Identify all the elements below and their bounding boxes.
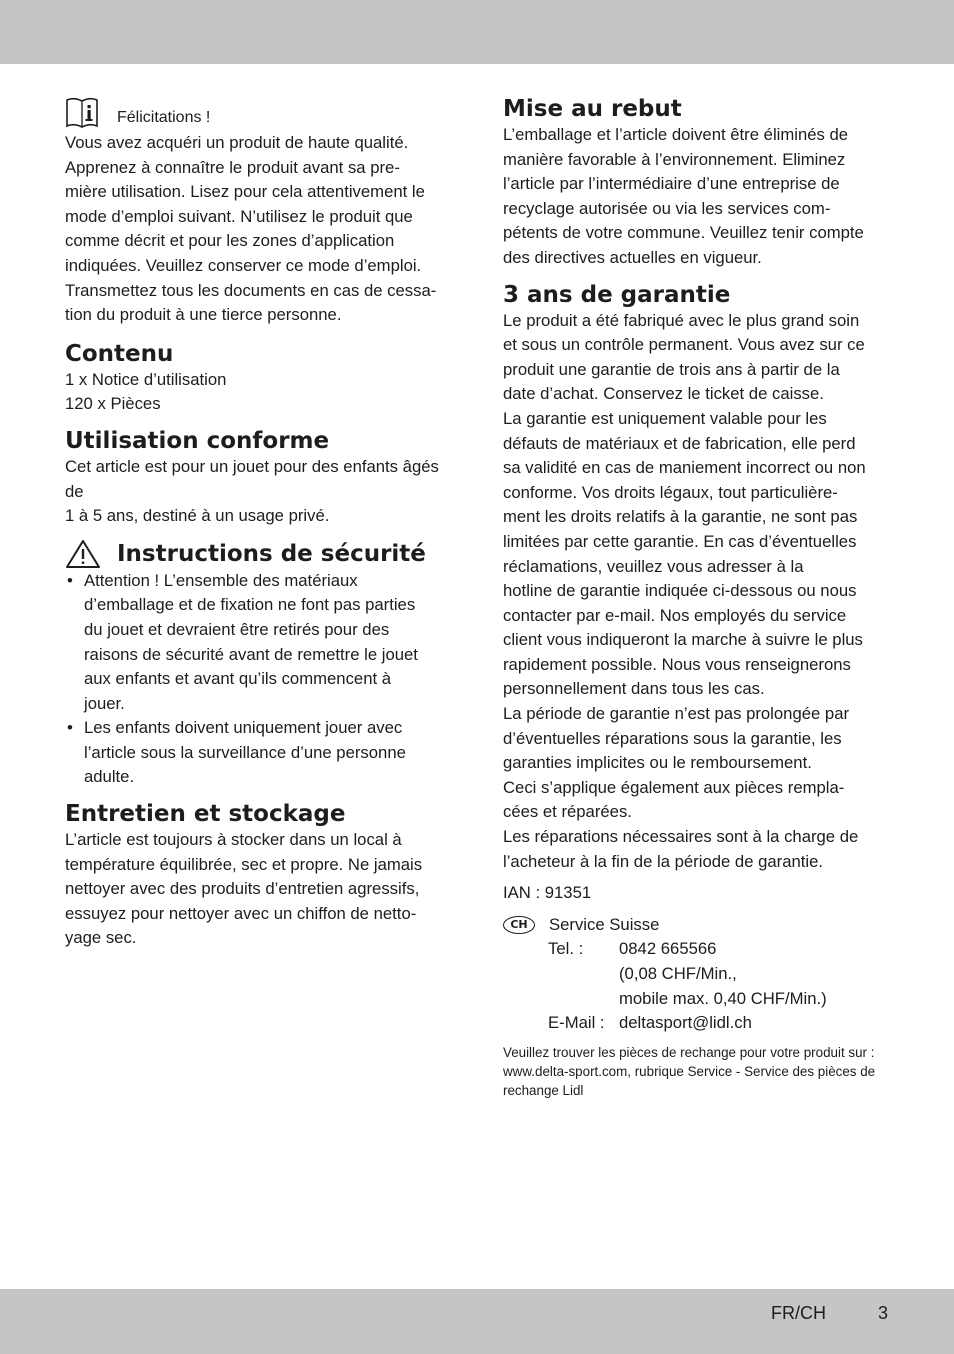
text-line: L’article est toujours à stocker dans un local à (65, 830, 402, 850)
warning-triangle-icon (65, 539, 101, 569)
utilisation-heading: Utilisation conforme (65, 427, 330, 454)
text-line: Apprenez à connaître le produit avant sa pre- (65, 157, 400, 177)
tel-note-mobile: mobile max. 0,40 CHF/Min.) (619, 988, 827, 1008)
ch-country-badge: CH (503, 916, 535, 934)
header-bar (0, 0, 954, 64)
text-line: comme décrit et pour les zones d’application (65, 231, 395, 251)
garantie-heading: 3 ans de garantie (503, 281, 731, 308)
text-line: www.delta-sport.com, rubrique Service - Service des pièces de (503, 1063, 876, 1079)
securite-header (65, 539, 460, 569)
text-line: limitées par cette garantie. En cas d’éventuelles (503, 531, 857, 551)
text-line: sa validité en cas de maniement incorrect ou non (503, 458, 866, 478)
text-line: tion du produit à une tierce personne. (65, 305, 342, 325)
text-line: ment les droits relatifs à la garantie, ne sont pas (503, 507, 858, 527)
intro-label: Félicitations ! (117, 109, 211, 126)
grid-spacer (548, 987, 619, 1012)
text-line: Transmettez tous les documents en cas de cessa- (65, 280, 437, 300)
text-line: Cet article est pour un jouet pour des enfants âgés de (65, 456, 439, 501)
spare-parts-note (503, 1043, 903, 1100)
garantie-paragraph (503, 309, 903, 875)
text-line: • Les enfants doivent uniquement jouer avec (84, 718, 403, 738)
text-line: température équilibrée, sec et propre. Ne jamais (65, 854, 423, 874)
text-line: mode d’emploi suivant. N’utilisez le produit que (65, 206, 413, 226)
text-line: La garantie est uniquement valable pour les (503, 408, 827, 428)
language-code: FR/CH (771, 1303, 826, 1323)
service-title: Service Suisse (549, 914, 660, 934)
service-header (503, 913, 903, 938)
mail-value[interactable]: deltasport@lidl.ch (619, 1013, 752, 1033)
securite-heading: Instructions de sécurité (117, 540, 426, 567)
text-line: rechange Lidl (503, 1082, 584, 1098)
text-line: nettoyer avec des produits d’entretien agressifs, (65, 879, 420, 899)
text-line: date d’achat. Conservez le ticket de caisse. (503, 384, 824, 404)
securite-list (65, 569, 460, 790)
text-line: raisons de sécurité avant de remettre le jouet (84, 644, 418, 664)
text-line: 1 x Notice d’utilisation (65, 369, 227, 389)
text-line: du jouet et devraient être retirés pour des (84, 619, 390, 639)
text-line: Les réparations nécessaires sont à la charge de (503, 827, 859, 847)
text-line: adulte. (84, 767, 135, 787)
text-line: aux enfants et avant qu’ils commencent à (84, 669, 392, 689)
text-line: essuyez pour nettoyer avec un chiffon de netto- (65, 903, 417, 923)
text-line: défauts de matériaux et de fabrication, elle perd (503, 433, 856, 453)
text-line: personnellement dans tous les cas. (503, 679, 765, 699)
text-line: L’emballage et l’article doivent être éliminés de (503, 125, 849, 144)
text-line: hotline de garantie indiquée ci-dessous ou nous (503, 581, 857, 601)
text-line: et sous un contrôle permanent. Vous avez sur ce (503, 335, 865, 355)
text-line: produit une garantie de trois ans à partir de la (503, 359, 840, 379)
grid-spacer (548, 962, 619, 987)
text-line: manière favorable à l’environnement. Eliminez (503, 149, 846, 169)
manual-info-icon (65, 97, 99, 129)
text-line: 120 x Pièces (65, 394, 161, 414)
text-line: garanties implicites ou le remboursement. (503, 753, 812, 773)
rebut-heading: Mise au rebut (503, 96, 682, 122)
intro-header (65, 95, 460, 129)
left-column (65, 95, 460, 951)
text-line: jouer. (84, 693, 125, 713)
tel-label: Tel. : (548, 939, 584, 959)
text-line: Le produit a été fabriqué avec le plus grand soin (503, 310, 860, 330)
ian-number: IAN : 91351 (503, 883, 592, 903)
text-line: Ceci s’applique également aux pièces rempla- (503, 777, 845, 797)
text-line: contacter par e-mail. Nos employés du service (503, 605, 847, 625)
list-item (65, 569, 460, 717)
service-contact (548, 937, 903, 1035)
text-line: • Attention ! L’ensemble des matériaux (84, 570, 358, 590)
entretien-heading: Entretien et stockage (65, 801, 346, 828)
text-line: cées et réparées. (503, 802, 632, 822)
mail-label: E-Mail : (548, 1013, 605, 1033)
list-item (65, 716, 460, 790)
text-line: d’éventuelles réparations sous la garantie, les (503, 728, 842, 748)
text-line: yage sec. (65, 928, 137, 948)
text-line: des directives actuelles en vigueur. (503, 247, 762, 267)
text-line: réclamations, veuillez vous adresser à la (503, 556, 804, 576)
contenu-heading: Contenu (65, 340, 174, 367)
tel-note-rate: (0,08 CHF/Min., (619, 964, 737, 983)
text-line: La période de garantie n’est pas prolongée par (503, 704, 850, 724)
text-line: indiquées. Veuillez conserver ce mode d’emploi. (65, 255, 422, 275)
intro-paragraph (65, 131, 460, 328)
text-line: recyclage autorisée ou via les services com- (503, 198, 831, 218)
text-line: Veuillez trouver les pièces de rechange pour votre produit sur : (503, 1044, 875, 1060)
text-line: pétents de votre commune. Veuillez tenir compte (503, 223, 864, 243)
text-line: mière utilisation. Lisez pour cela attentivement le (65, 182, 425, 202)
text-line: 1 à 5 ans, destiné à un usage privé. (65, 506, 330, 526)
text-line: l’article par l’intermédiaire d’une entreprise de (503, 174, 840, 194)
text-line: d’emballage et de fixation ne font pas parties (84, 595, 416, 615)
text-line: l’article sous la surveillance d’une personne (84, 742, 406, 762)
text-line: conforme. Vos droits légaux, tout particulière- (503, 482, 838, 502)
text-line: rapidement possible. Nous vous renseignerons (503, 654, 851, 674)
tel-value: 0842 665566 (619, 939, 717, 959)
page-number: 3 (878, 1303, 889, 1323)
text-line: Vous avez acquéri un produit de haute qualité. (65, 133, 409, 152)
text-line: client vous indiqueront la marche à suivre le plus (503, 630, 863, 650)
text-line: l’acheteur à la fin de la période de garantie. (503, 851, 824, 871)
right-column (503, 95, 903, 1100)
